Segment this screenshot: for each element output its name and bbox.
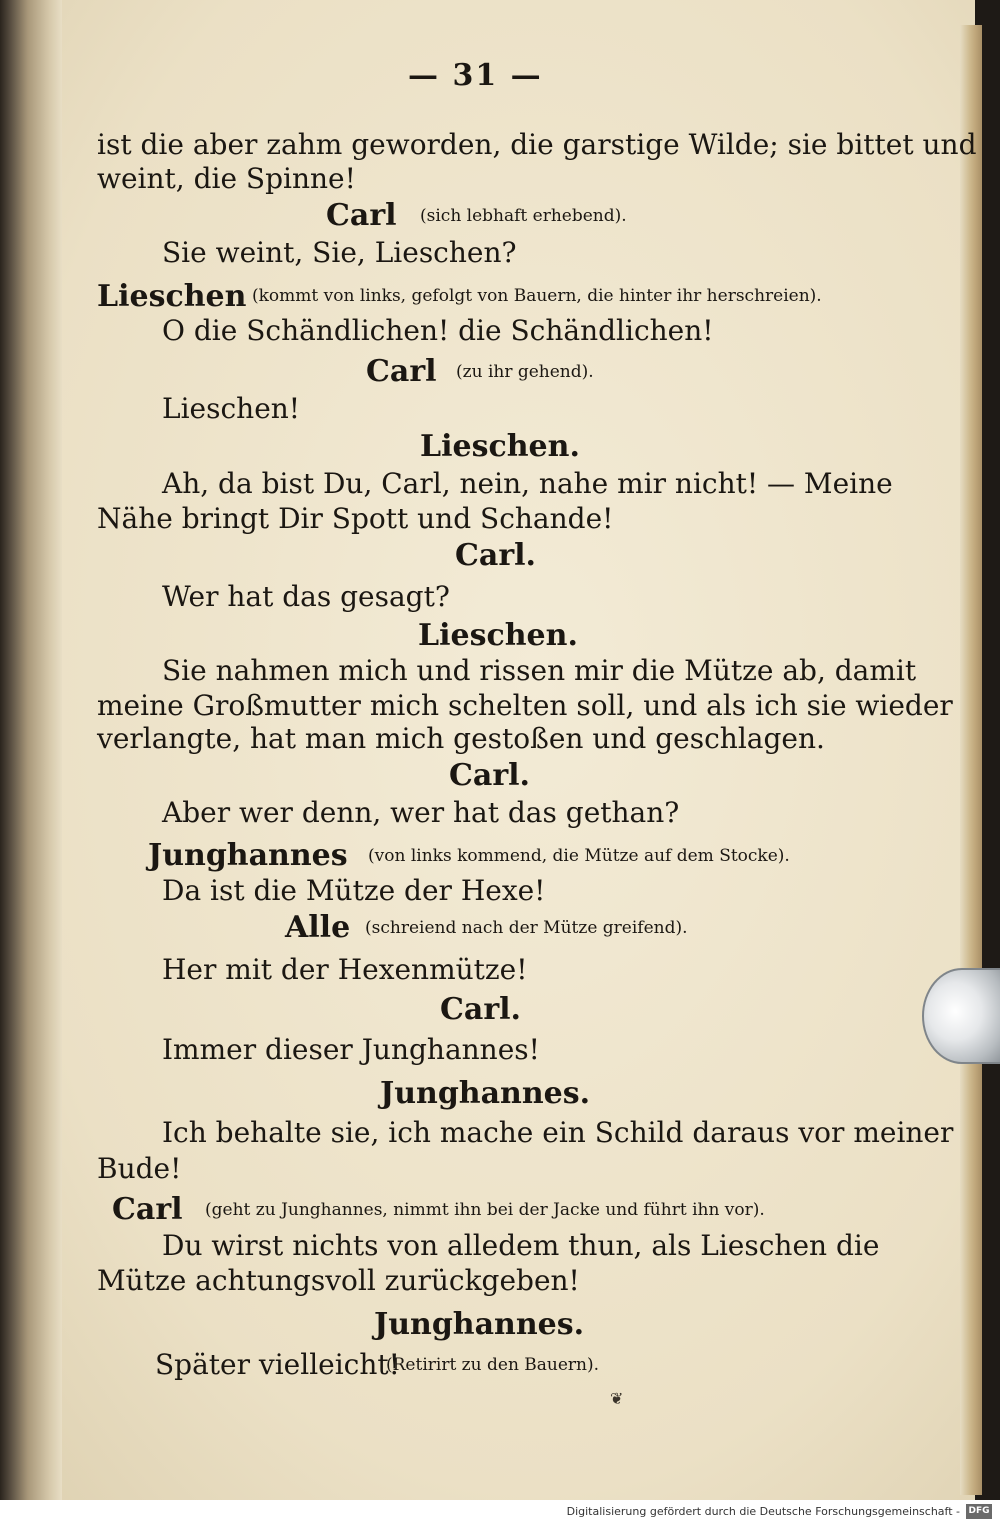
dfg-logo-icon: DFG (966, 1504, 992, 1519)
speaker-name: Carl (112, 1192, 183, 1227)
text-line: Immer dieser Junghannes! (162, 1033, 540, 1066)
text-line: Nähe bringt Dir Spott und Schande! (97, 502, 614, 535)
text-line: Bude! (97, 1152, 182, 1185)
text-line: meine Großmutter mich schelten soll, und als ich sie wieder (97, 689, 953, 722)
text-line: Du wirst nichts von alledem thun, als Lieschen die (162, 1229, 880, 1262)
speaker-name: Carl. (440, 992, 521, 1027)
speaker-name: Carl (326, 198, 397, 233)
text-line: Ich behalte sie, ich mache ein Schild daraus vor meiner (162, 1116, 954, 1149)
text-line: O die Schändlichen! die Schändlichen! (162, 314, 714, 347)
text-line: Her mit der Hexenmütze! (162, 953, 528, 986)
speaker-name: Carl (366, 354, 437, 389)
text-line: Mütze achtungsvoll zurückgeben! (97, 1264, 580, 1297)
stage-direction: (schreiend nach der Mütze greifend). (365, 918, 688, 938)
text-line: weint, die Spinne! (97, 162, 356, 195)
text-line: verlangte, hat man mich gestoßen und geschlagen. (97, 722, 825, 755)
text-line: Sie weint, Sie, Lieschen? (162, 236, 517, 269)
speaker-name: Carl. (455, 538, 536, 573)
page-number: — 31 — (408, 58, 543, 93)
speaker-name: Junghannes (148, 838, 348, 873)
text-line: Wer hat das gesagt? (162, 580, 450, 613)
text-line: Lieschen! (162, 392, 301, 425)
speaker-name: Lieschen. (418, 618, 578, 653)
text-line: Aber wer denn, wer hat das gethan? (162, 796, 680, 829)
stage-direction: (sich lebhaft erhebend). (420, 206, 627, 226)
text-line: ist die aber zahm geworden, die garstige Wilde; sie bittet und (97, 128, 977, 161)
speaker-name: Lieschen (97, 279, 247, 314)
stage-direction: (von links kommend, die Mütze auf dem Stocke). (368, 846, 790, 866)
stage-direction: (Retirirt zu den Bauern). (386, 1355, 600, 1375)
stage-direction: (kommt von links, gefolgt von Bauern, die hinter ihr herschreien). (252, 286, 822, 306)
speaker-name: Alle (285, 910, 351, 945)
stage-direction: (geht zu Junghannes, nimmt ihn bei der Jacke und führt ihn vor). (205, 1200, 765, 1220)
text-line: Sie nahmen mich und rissen mir die Mütze ab, damit (162, 654, 917, 687)
footer-bar (0, 1500, 1000, 1524)
stage-direction: (zu ihr gehend). (456, 362, 594, 382)
speaker-name: Lieschen. (420, 429, 580, 464)
speaker-name: Carl. (449, 758, 530, 793)
speaker-name: Junghannes. (374, 1307, 585, 1342)
ornament-icon: ❦ (610, 1389, 624, 1408)
text-line: Da ist die Mütze der Hexe! (162, 874, 546, 907)
speaker-name: Junghannes. (380, 1076, 591, 1111)
text-line: Ah, da bist Du, Carl, nein, nahe mir nicht! — Meine (162, 467, 893, 500)
text-line: Später vielleicht! (155, 1348, 400, 1381)
funding-notice: Digitalisierung gefördert durch die Deutsche Forschungsgemeinschaft - (566, 1505, 960, 1518)
